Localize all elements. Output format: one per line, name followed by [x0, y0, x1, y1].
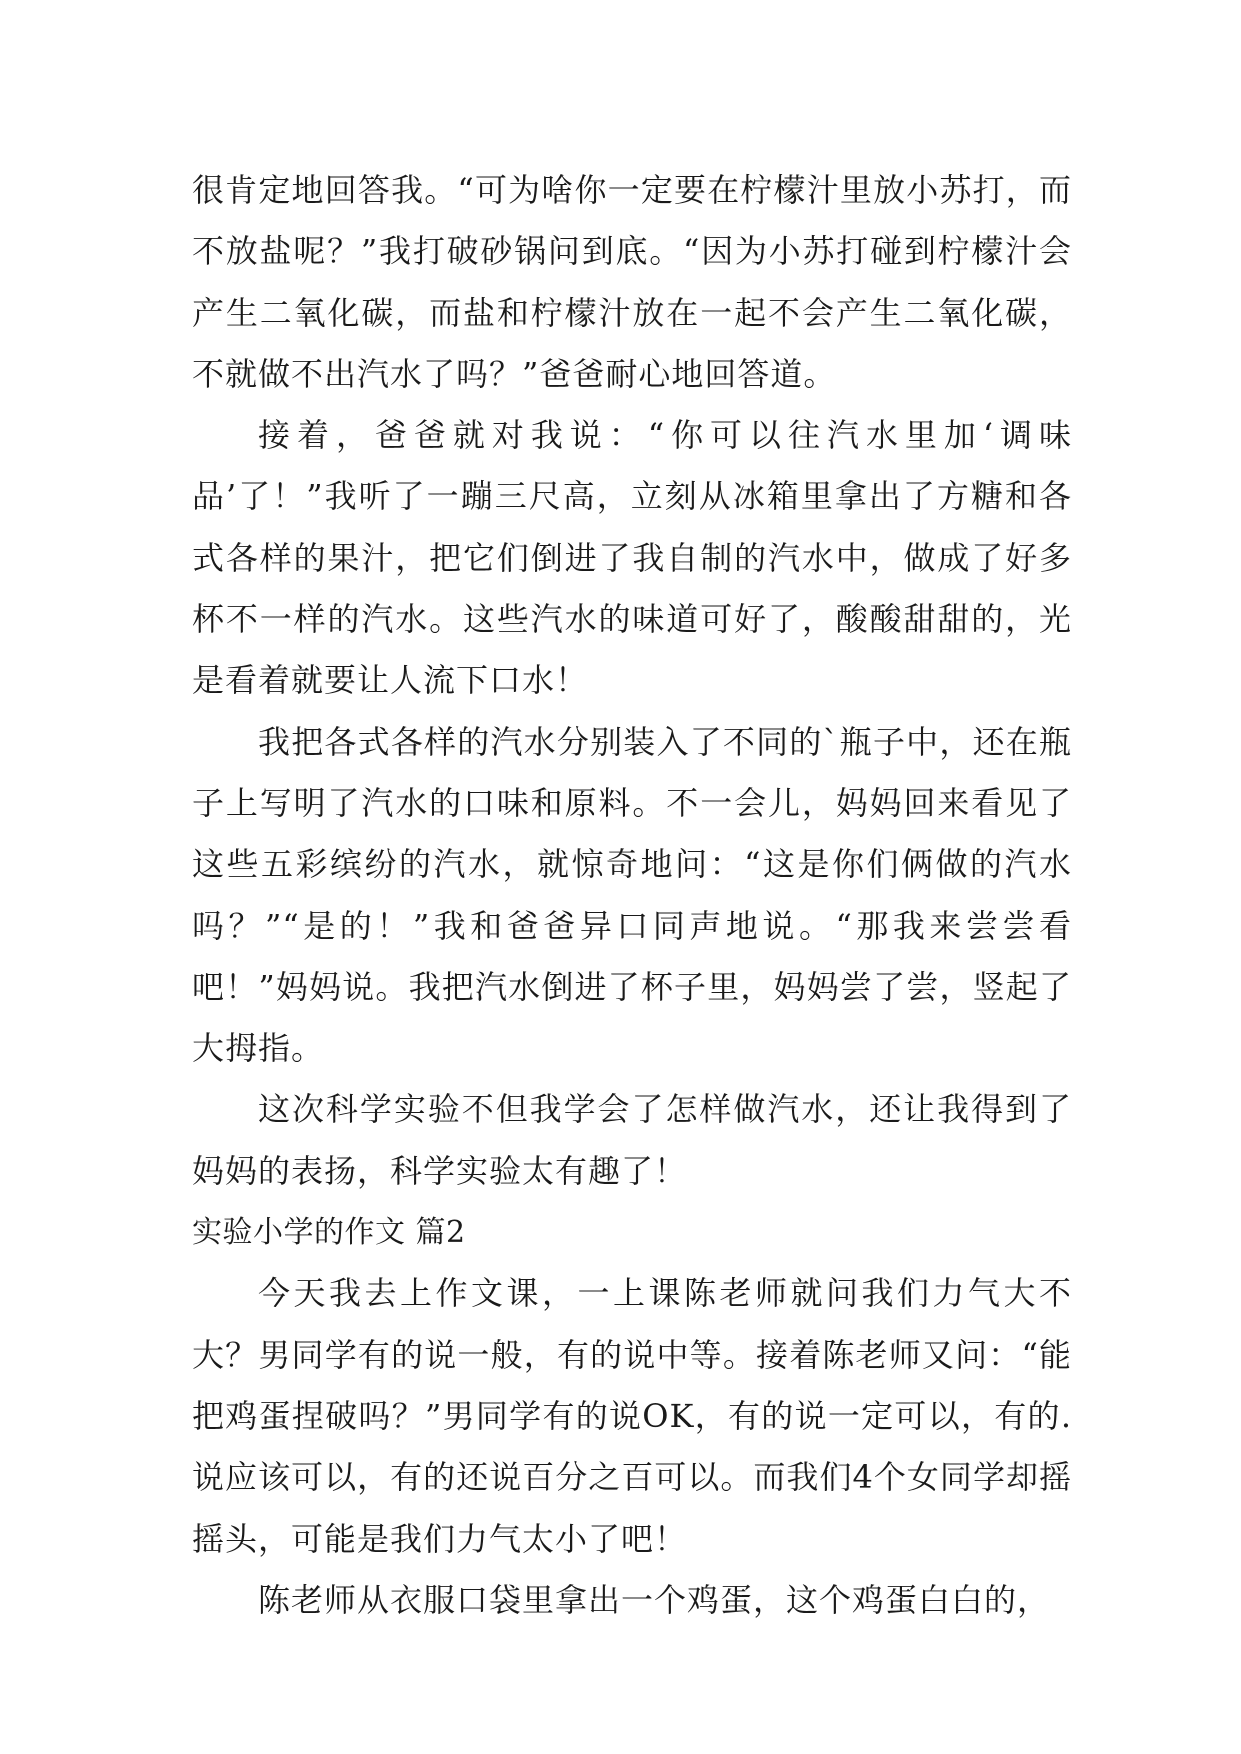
document-body [192, 160, 1072, 1631]
paragraph: 我把各式各样的汽水分别装入了不同的`瓶子中，还在瓶子上写明了汽水的口味和原料。不一会儿，妈妈回来看见了这些五彩缤纷的汽水，就惊奇地问：“这是你们俩做的汽水吗？”“是的！”我和爸爸异口同声地说。“那我来尝尝看吧！”妈妈说。我把汽水倒进了杯子里，妈妈尝了尝，竖起了大拇指。 [192, 722, 1072, 1068]
paragraph-continuation: 很肯定地回答我。“可为啥你一定要在柠檬汁里放小苏打，而不放盐呢？”我打破砂锅问到底。“因为小苏打碰到柠檬汁会产生二氧化碳，而盐和柠檬汁放在一起不会产生二氧化碳，不就做不出汽水了吗？”爸爸耐心地回答道。 [192, 171, 1072, 393]
paragraph: 陈老师从衣服口袋里拿出一个鸡蛋，这个鸡蛋白白的， [258, 1580, 1051, 1619]
paragraph: 接着，爸爸就对我说：“你可以往汽水里加‘调味品’了！”我听了一蹦三尺高，立刻从冰箱里拿出了方糖和各式各样的果汁，把它们倒进了我自制的汽水中，做成了好多杯不一样的汽水。这些汽水的味道可好了，酸酸甜甜的，光是看着就要让人流下口水！ [192, 416, 1072, 700]
section-heading: 实验小学的作文 篇2 [192, 1215, 466, 1251]
paragraph: 今天我去上作文课，一上课陈老师就问我们力气大不大？男同学有的说一般，有的说中等。接着陈老师又问：“能把鸡蛋捏破吗？”男同学有的说OK，有的说一定可以，有的.说应该可以，有的还说百分之百可以。而我们4个女同学却摇摇头，可能是我们力气太小了吧！ [192, 1274, 1072, 1558]
paragraph: 这次科学实验不但我学会了怎样做汽水，还让我得到了妈妈的表扬，科学实验太有趣了！ [192, 1090, 1072, 1190]
